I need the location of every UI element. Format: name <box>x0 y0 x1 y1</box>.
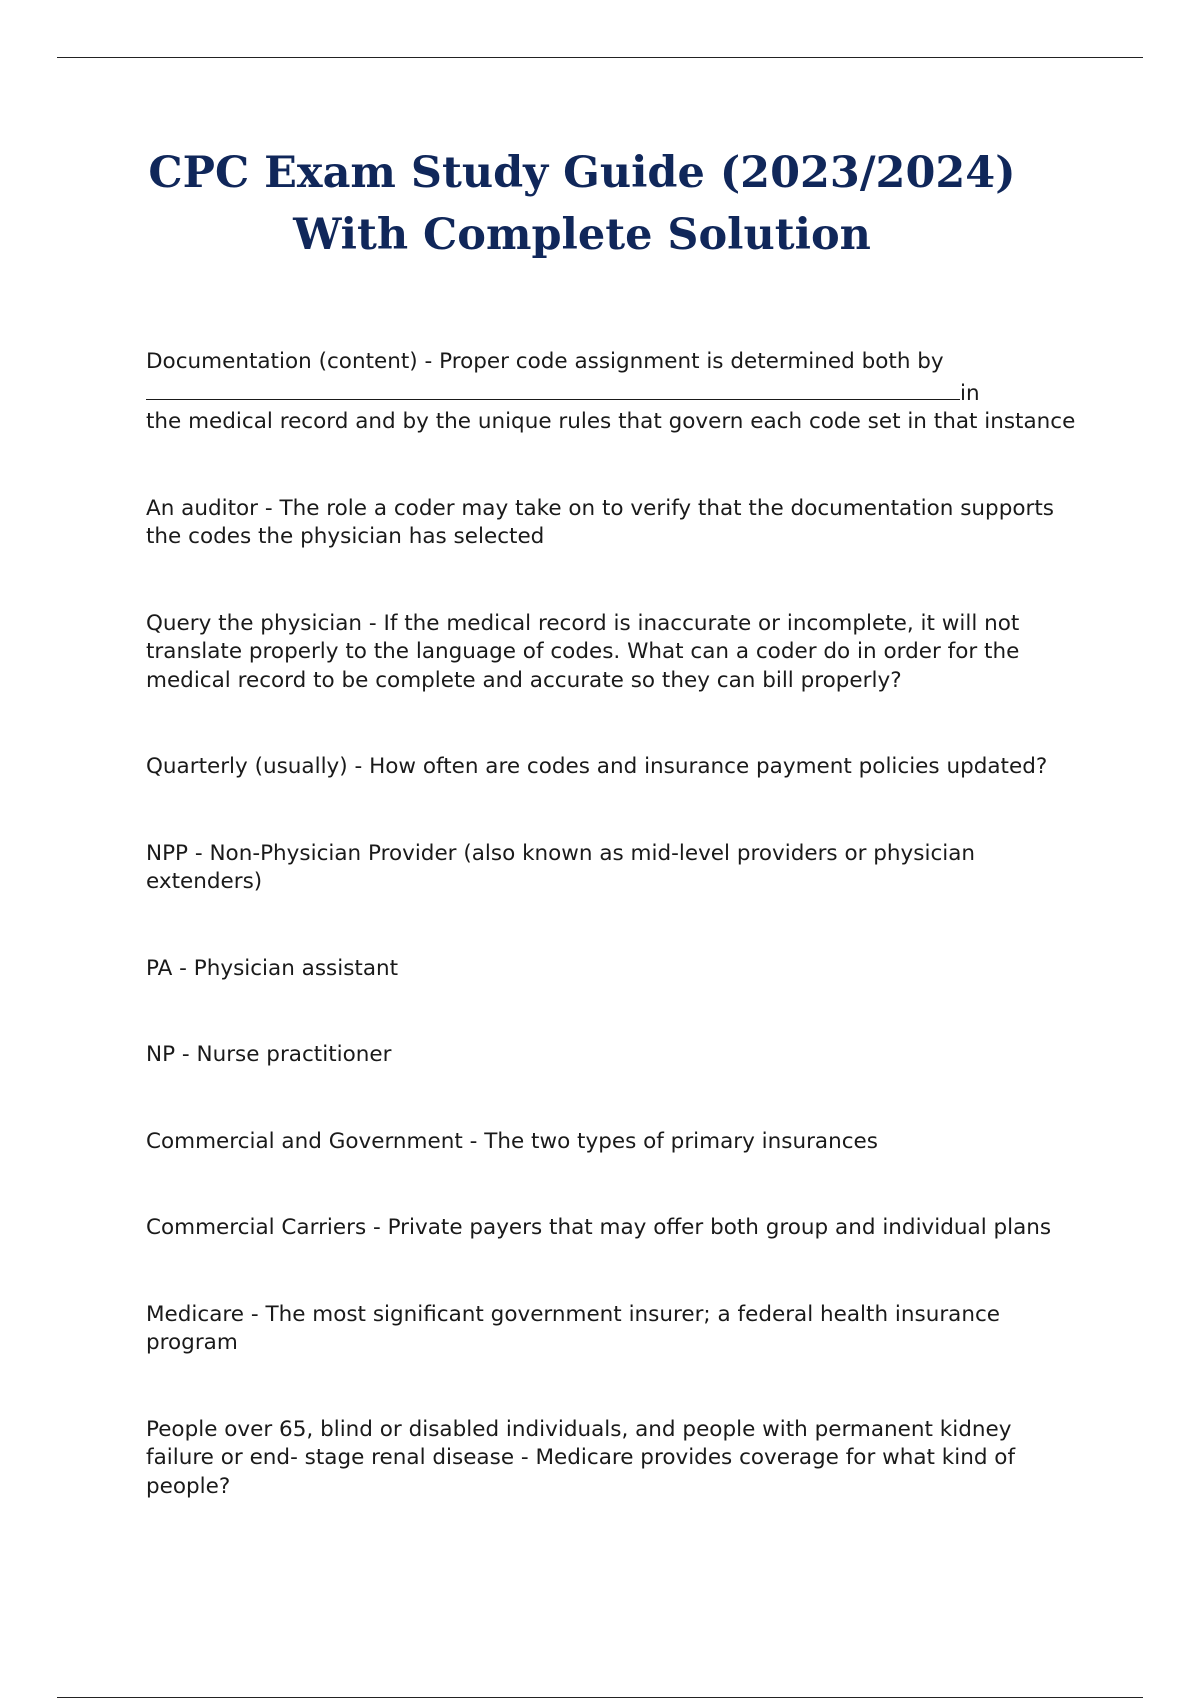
entry-definition: The two types of primary insurances <box>484 1128 878 1154</box>
entry-separator: - <box>172 955 194 981</box>
title-line-2: With Complete Solution <box>293 210 871 260</box>
entry-separator: - <box>462 1128 485 1154</box>
list-item <box>146 1301 1086 1358</box>
list-item <box>146 495 1086 552</box>
entry-term: NP <box>146 1042 176 1067</box>
list-item <box>146 1416 1086 1502</box>
entry-separator: - <box>258 495 280 521</box>
entry-definition-part2: the medical record and by the unique rules that govern each code set in that instance <box>146 409 1076 434</box>
entry-term: Documentation (content) <box>146 349 418 374</box>
entry-separator: - <box>514 1445 536 1470</box>
entry-separator: - <box>188 840 210 866</box>
entry-separator: - <box>244 1301 266 1327</box>
entry-documentation <box>146 348 1086 437</box>
entry-term: PA <box>146 955 173 981</box>
entry-separator: - <box>366 1215 388 1240</box>
entry-term: People over 65, blind or disabled individuals, and people with permanent kidney failure or end- stage renal disease <box>146 1416 1012 1470</box>
entry-term: Commercial Carriers <box>146 1215 367 1240</box>
entry-definition-after-blank: in <box>960 380 980 406</box>
entry-separator: - <box>362 610 384 636</box>
entry-term: An auditor <box>146 495 259 521</box>
study-guide-content <box>146 348 1086 1501</box>
list-item <box>146 1128 1086 1157</box>
bottom-rule <box>57 1697 1143 1698</box>
entry-term: Medicare <box>146 1301 244 1327</box>
entry-definition: Non-Physician Provider (also known as mid-level providers or physician extenders) <box>146 840 976 894</box>
entry-definition: The role a coder may take on to verify that the documentation supports the codes the physician has selected <box>146 495 1054 549</box>
list-item <box>146 955 1086 984</box>
list-item <box>146 1041 1086 1070</box>
title-line-1: CPC Exam Study Guide (2023/2024) <box>148 148 1016 198</box>
entry-definition: Physician assistant <box>193 955 399 981</box>
top-rule <box>57 57 1143 58</box>
entry-term: Query the physician <box>146 610 363 636</box>
list-item <box>146 753 1086 782</box>
page-title <box>0 142 1164 266</box>
entry-definition: The most significant government insurer; a federal health insurance program <box>146 1301 1001 1355</box>
entry-term: Commercial and Government <box>146 1128 463 1154</box>
entry-definition: Medicare provides coverage for what kind of people? <box>146 1445 1016 1499</box>
list-item <box>146 840 1086 897</box>
entry-definition-part1: Proper code assignment is determined both by <box>439 349 944 374</box>
entry-definition: Nurse practitioner <box>196 1042 392 1067</box>
fill-in-blank <box>146 377 960 400</box>
entry-definition: How often are codes and insurance payment policies updated? <box>369 754 1048 779</box>
entry-definition: If the medical record is inaccurate or incomplete, it will not translate properly to the language of codes. What can a coder do in order for the medical record to be complete and accurate so they can bill properly? <box>146 610 1020 693</box>
list-item <box>146 1214 1086 1243</box>
entry-separator: - <box>175 1042 197 1067</box>
entry-separator: - <box>417 349 440 374</box>
entry-term: Quarterly (usually) <box>146 754 348 779</box>
entry-separator: - <box>347 754 370 779</box>
entry-definition: Private payers that may offer both group and individual plans <box>387 1215 1052 1240</box>
list-item <box>146 610 1086 696</box>
entry-term: NPP <box>146 840 189 866</box>
